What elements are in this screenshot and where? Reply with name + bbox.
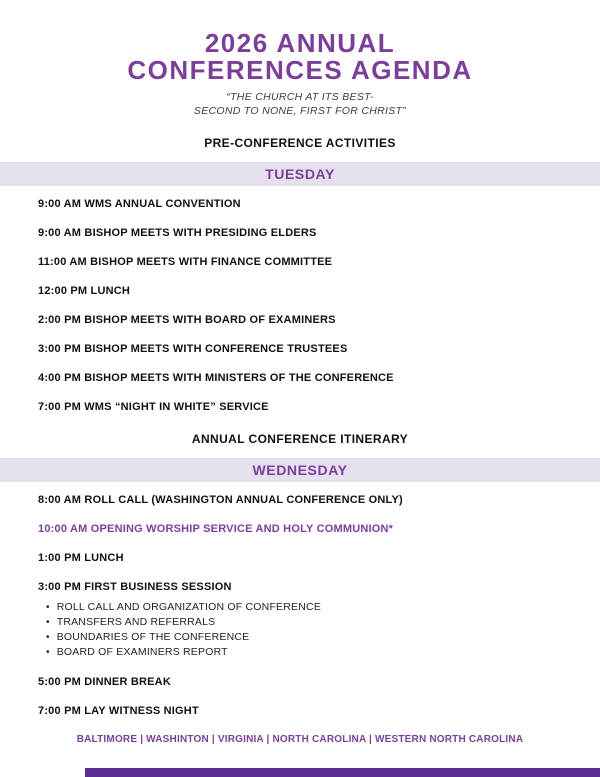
subtitle-quote	[0, 90, 600, 118]
agenda-item-highlighted: 10:00 AM OPENING WORSHIP SERVICE AND HOLY COMMUNION*	[38, 523, 394, 535]
agenda-item: 1:00 PM LUNCH	[38, 552, 124, 564]
page-title	[0, 30, 600, 84]
footer-accent-bar	[85, 768, 600, 777]
title-line-2: CONFERENCES AGENDA	[127, 55, 473, 85]
agenda-item: 3:00 PM BISHOP MEETS WITH CONFERENCE TRUSTEES	[38, 343, 348, 355]
header	[0, 0, 600, 118]
agenda-item: 12:00 PM LUNCH	[38, 285, 131, 297]
sub-item: • ROLL CALL AND ORGANIZATION OF CONFERENCE	[46, 600, 562, 615]
sub-item: • TRANSFERS AND REFERRALS	[46, 615, 562, 630]
day-banner-tuesday-label: TUESDAY	[265, 166, 335, 182]
agenda-item: 5:00 PM DINNER BREAK	[38, 676, 171, 688]
sub-item: • BOUNDARIES OF THE CONFERENCE	[46, 630, 562, 645]
title-line-1: 2026 ANNUAL	[204, 28, 396, 58]
day-banner-wednesday-label: WEDNESDAY	[252, 462, 348, 478]
tuesday-agenda-list	[38, 198, 562, 414]
agenda-item: 9:00 AM WMS ANNUAL CONVENTION	[38, 198, 241, 210]
day-banner-wednesday	[0, 458, 600, 482]
agenda-item: 9:00 AM BISHOP MEETS WITH PRESIDING ELDERS	[38, 227, 317, 239]
subtitle-line-1: “THE CHURCH AT ITS BEST-	[226, 91, 374, 103]
agenda-item: 11:00 AM BISHOP MEETS WITH FINANCE COMMITTEE	[38, 256, 333, 268]
subtitle-line-2: SECOND TO NONE, FIRST FOR CHRIST”	[193, 105, 407, 117]
wednesday-agenda-list	[38, 494, 562, 718]
agenda-item: 3:00 PM FIRST BUSINESS SESSION	[38, 581, 232, 593]
agenda-item: 7:00 PM WMS “NIGHT IN WHITE” SERVICE	[38, 401, 269, 413]
day-banner-tuesday	[0, 162, 600, 186]
agenda-item: 7:00 PM LAY WITNESS NIGHT	[38, 705, 199, 717]
sub-item: • BOARD OF EXAMINERS REPORT	[46, 645, 562, 660]
footer-conference-list: BALTIMORE | WASHINTON | VIRGINIA | NORTH CAROLINA | WESTERN NORTH CAROLINA	[76, 734, 524, 745]
section-heading-itinerary: ANNUAL CONFERENCE ITINERARY	[191, 432, 409, 446]
agenda-item: 8:00 AM ROLL CALL (WASHINGTON ANNUAL CONFERENCE ONLY)	[38, 494, 403, 506]
agenda-item: 4:00 PM BISHOP MEETS WITH MINISTERS OF THE CONFERENCE	[38, 372, 394, 384]
agenda-item: 2:00 PM BISHOP MEETS WITH BOARD OF EXAMINERS	[38, 314, 336, 326]
business-session-sub-list	[46, 600, 562, 660]
section-heading-pre-conference: PRE-CONFERENCE ACTIVITIES	[204, 136, 396, 150]
